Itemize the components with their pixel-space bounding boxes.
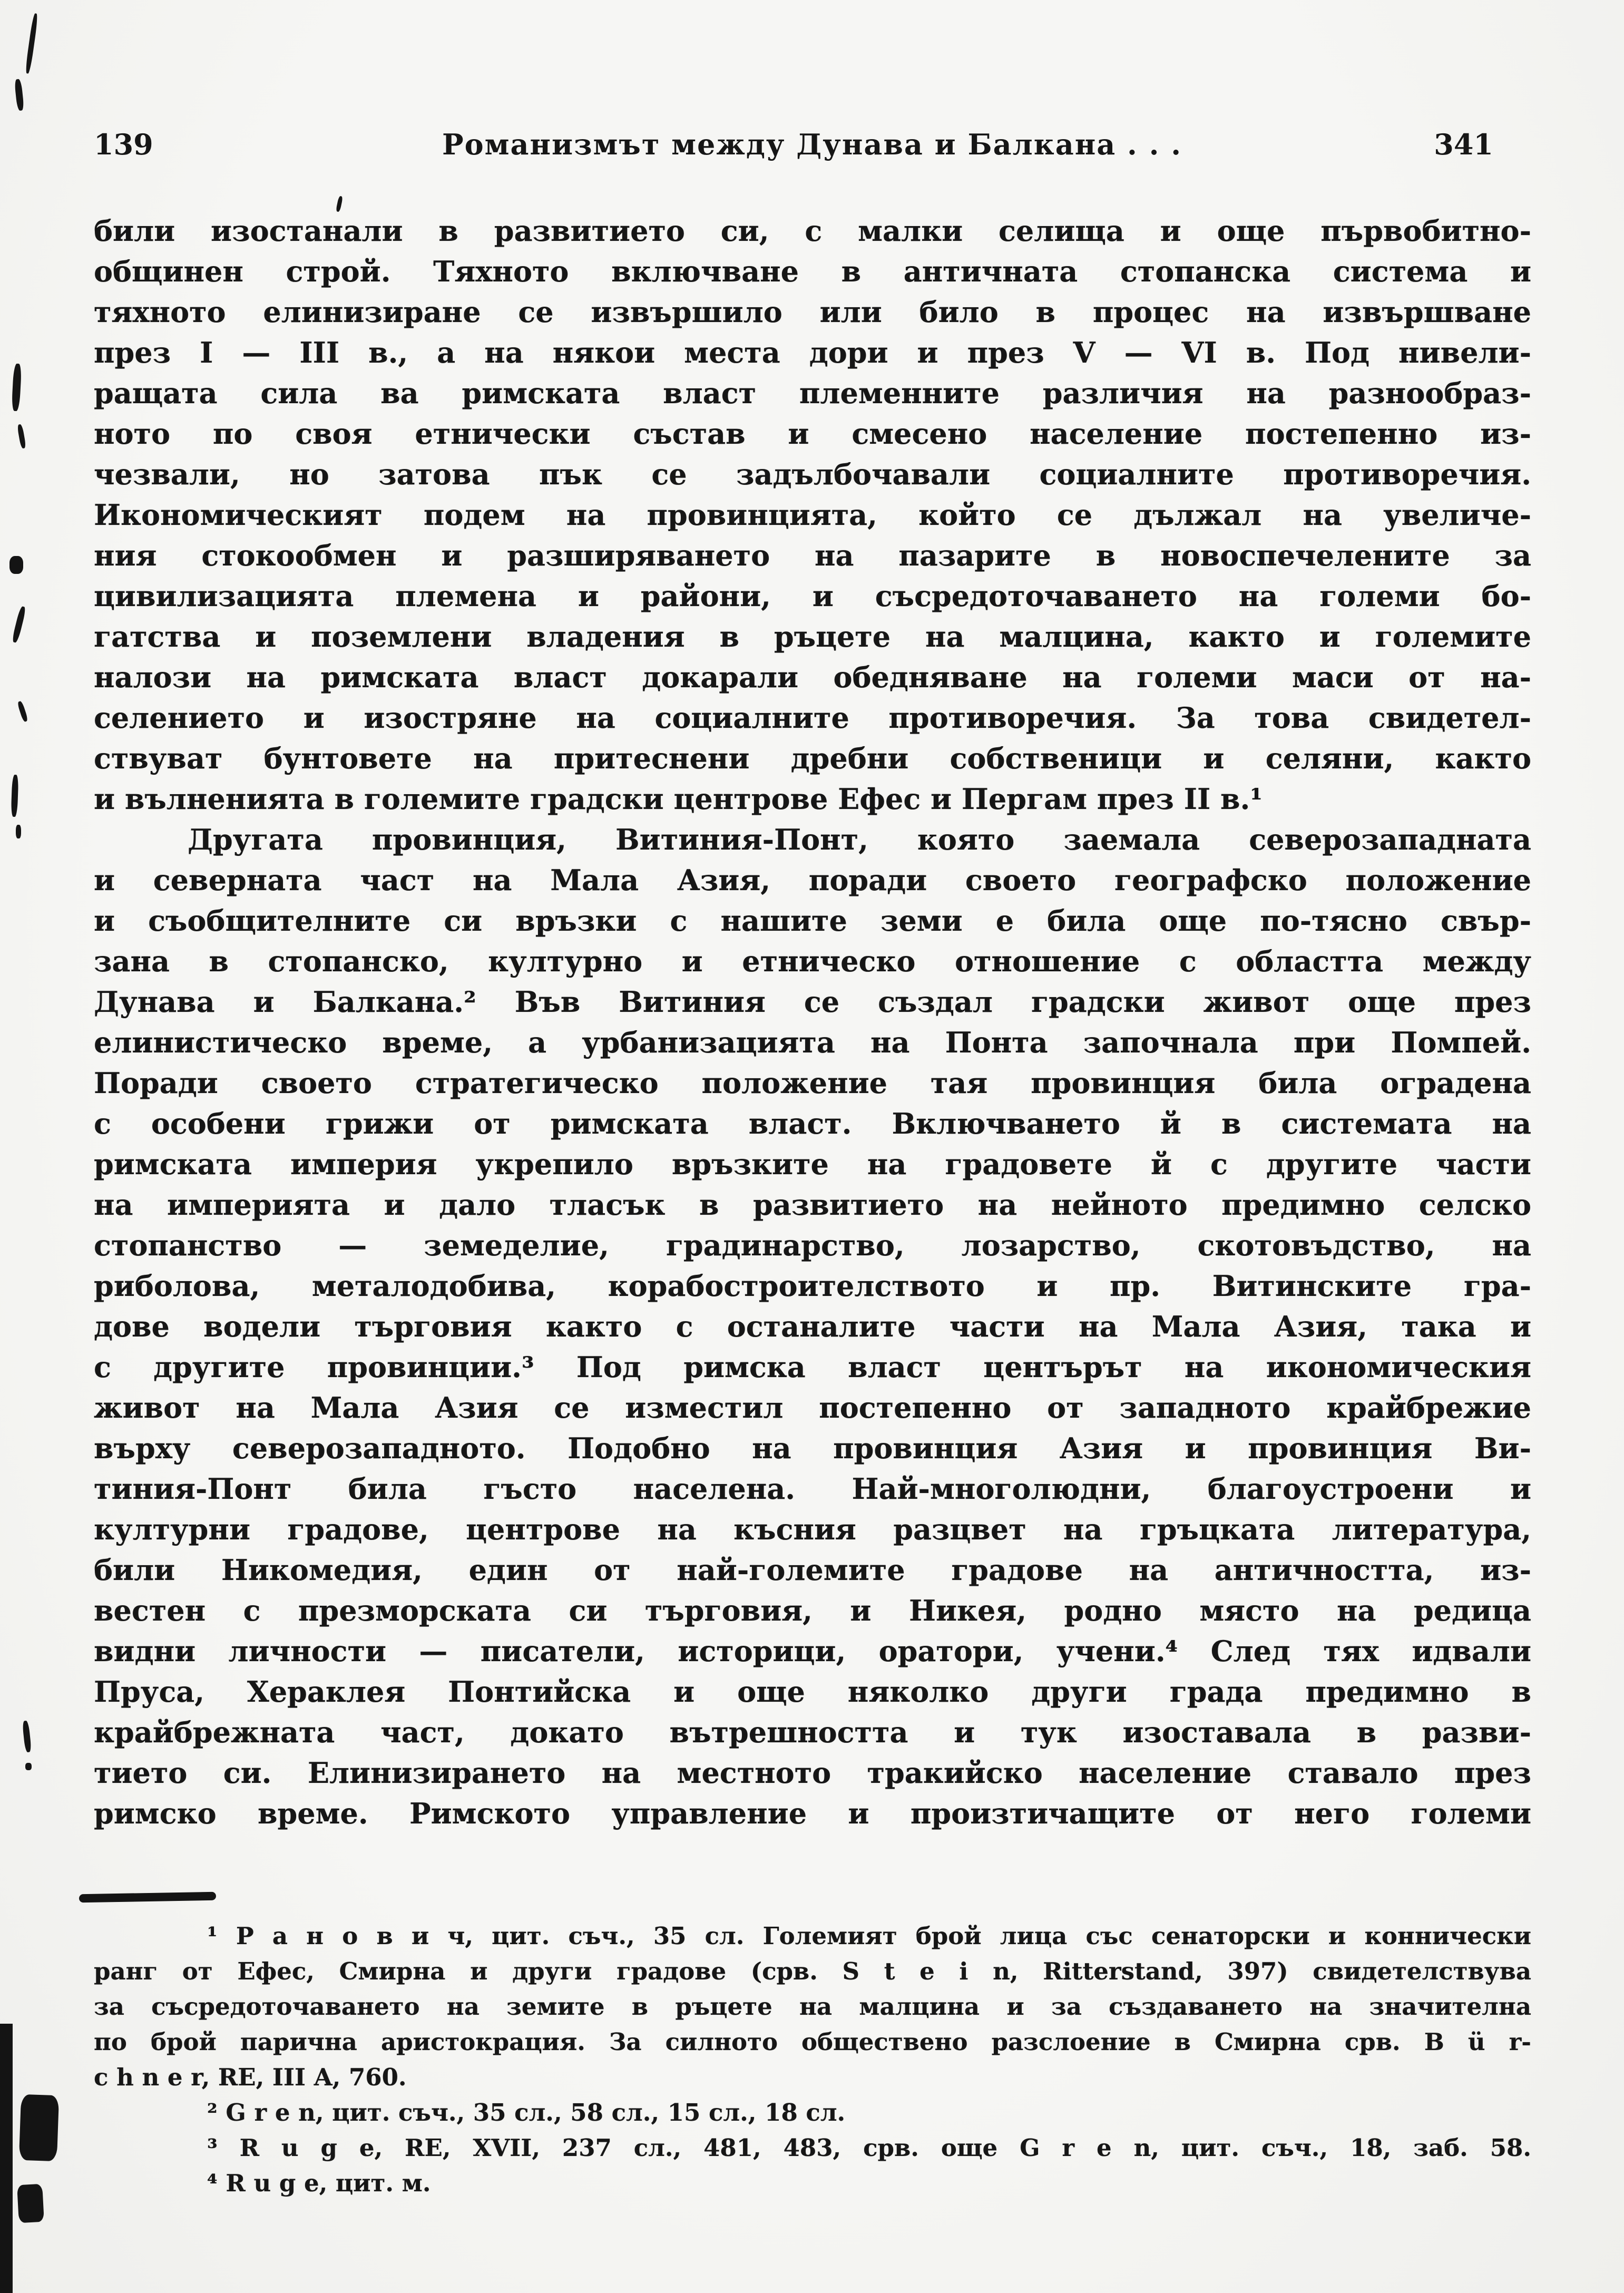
- ink-blot: [19, 2094, 59, 2161]
- scan-artifact: [17, 424, 26, 448]
- text-line: културни градове, центрове на късния разцвет на гръцката литература,: [94, 1513, 1531, 1546]
- footnotes-block: [94, 1918, 1531, 2201]
- scan-artifact: [25, 1763, 32, 1770]
- running-title: Романизмът между Дунава и Балкана . . .: [442, 128, 1182, 161]
- text-line: цивилизацията племена и райони, и съсредоточаването на големи бо-: [94, 579, 1531, 613]
- text-line: елинистическо време, а урбанизацията на Понта започнала при Помпей.: [94, 1026, 1531, 1059]
- text-line: ствуват бунтовете на притеснени дребни собственици и селяни, както: [94, 741, 1531, 775]
- text-line: били Никомедия, един от най-големите градове на античността, из-: [94, 1553, 1531, 1587]
- scan-artifact: [17, 700, 28, 722]
- scan-artifact: [11, 775, 19, 817]
- text-line: тяхното елинизиране се извършило или било в процес на извършване: [94, 295, 1531, 329]
- footnote-line: ³ R u g e, RE, XVII, 237 сл., 481, 483, срв. още G r e n, цит. съч., 18, заб. 58.: [207, 2134, 1531, 2162]
- footnote-line: ранг от Ефес, Смирна и други градове (срв. S t e i n, Ritterstand, 397) свидетелствува: [94, 1957, 1531, 1985]
- text-line: видни личности — писатели, историци, оратори, учени.⁴ След тях идвали: [94, 1634, 1531, 1668]
- page-header: [0, 128, 1624, 170]
- text-line: дове водели търговия както с останалите части на Мала Азия, така и: [94, 1310, 1531, 1343]
- text-line: римско време. Римското управление и произтичащите от него големи: [94, 1797, 1531, 1830]
- text-line: върху северозападното. Подобно на провинция Азия и провинция Ви-: [94, 1431, 1531, 1465]
- text-line: Дунава и Балкана.² Във Витиния се създал градски живот още през: [94, 985, 1531, 1019]
- footnote-line: за съсредоточаването на земите в ръцете на малцина и за създаването на значителна: [94, 1993, 1531, 2021]
- scan-artifact: [25, 13, 38, 74]
- text-line: крайбрежната част, докато вътрешността и тук изоставала в разви-: [94, 1715, 1531, 1749]
- text-line: ното по своя етнически състав и смесено население постепенно из-: [94, 417, 1531, 451]
- page-number-left: 139: [94, 128, 153, 161]
- scan-artifact: [336, 196, 343, 212]
- scan-artifact: [12, 606, 27, 643]
- text-line: живот на Мала Азия се изместил постепенно от западното крайбрежие: [94, 1391, 1531, 1424]
- text-line: тиния-Понт била гъсто населена. Най-многолюдни, благоустроени и: [94, 1472, 1531, 1506]
- ink-blot: [17, 2184, 44, 2223]
- scan-artifact: [16, 825, 21, 838]
- footnote-line: c h n e r, RE, III A, 760.: [94, 2063, 407, 2091]
- text-line: римската империя укрепило връзките на градовете й с другите части: [94, 1147, 1531, 1181]
- text-line: зана в стопанско, културно и етническо отношение с областта между: [94, 944, 1531, 978]
- scan-artifact: [12, 364, 22, 412]
- text-line: с особени грижи от римската власт. Включването й в системата на: [94, 1107, 1531, 1140]
- text-line: Пруса, Хераклея Понтийска и още няколко други града предимно в: [94, 1675, 1531, 1709]
- text-line: ния стокообмен и разширяването на пазарите в новоспечелените за: [94, 539, 1531, 572]
- text-line: риболова, металодобива, корабостроителството и пр. Витинските гра-: [94, 1269, 1531, 1303]
- scan-artifact: [9, 556, 23, 574]
- text-line: общинен строй. Тяхното включване в античната стопанска система и: [94, 255, 1531, 288]
- text-line: вестен с презморската си търговия, и Никея, родно място на редица: [94, 1594, 1531, 1627]
- text-line: и съобщителните си връзки с нашите земи е била още по-тясно свър-: [94, 904, 1531, 938]
- text-line: ращата сила ва римската власт племенните различия на разнообраз-: [94, 376, 1531, 410]
- footnote-line: ¹ Р а н о в и ч, цит. съч., 35 сл. Големият брой лица със сенаторски и коннически: [207, 1922, 1531, 1950]
- text-line: Икономическият подем на провинцията, който се дължал на увеличе-: [94, 498, 1531, 532]
- text-line: през I — III в., а на някои места дори и през V — VI в. Под нивели-: [94, 336, 1531, 369]
- footnote-line: ² G r e n, цит. съч., 35 сл., 58 сл., 15 сл., 18 сл.: [207, 2099, 846, 2126]
- scan-edge-bar: [0, 2024, 13, 2293]
- text-line: с другите провинции.³ Под римска власт центърът на икономическия: [94, 1350, 1531, 1384]
- text-line: били изостанали в развитието си, с малки селища и още първобитно-: [94, 214, 1531, 248]
- text-line: Другата провинция, Витиния-Понт, която заемала северозападната: [188, 823, 1531, 856]
- text-line: чезвали, но затова пък се задълбочавали социалните противоречия.: [94, 457, 1531, 491]
- text-line: и северната част на Мала Азия, поради своето географско положение: [94, 863, 1531, 897]
- footnote-line: по брой парична аристокрация. За силното обществено разслоение в Смирна срв. B ü r-: [94, 2028, 1531, 2056]
- scan-artifact: [14, 79, 24, 111]
- text-line: стопанство — земеделие, градинарство, лозарство, скотовъдство, на: [94, 1228, 1531, 1262]
- text-line: гатства и поземлени владения в ръцете на малцина, както и големите: [94, 620, 1531, 653]
- text-line: селението и изостряне на социалните противоречия. За това свидетел-: [94, 701, 1531, 735]
- text-line: налози на римската власт докарали обедняване на големи маси от на-: [94, 660, 1531, 694]
- scan-artifact: [22, 1721, 32, 1753]
- text-line: на империята и дало тласък в развитието на нейното предимно селско: [94, 1188, 1531, 1222]
- text-line: тието си. Елинизирането на местното тракийско население ставало през: [94, 1756, 1531, 1790]
- footnote-line: ⁴ R u g e, цит. м.: [207, 2169, 431, 2197]
- body-text: [94, 211, 1531, 1834]
- text-line: и вълненията в големите градски центрове Ефес и Пергам през II в.¹: [94, 782, 1263, 816]
- page-number-right: 341: [1434, 128, 1493, 161]
- text-line: Поради своето стратегическо положение тая провинция била оградена: [94, 1066, 1531, 1100]
- ink-smear: [79, 1892, 216, 1903]
